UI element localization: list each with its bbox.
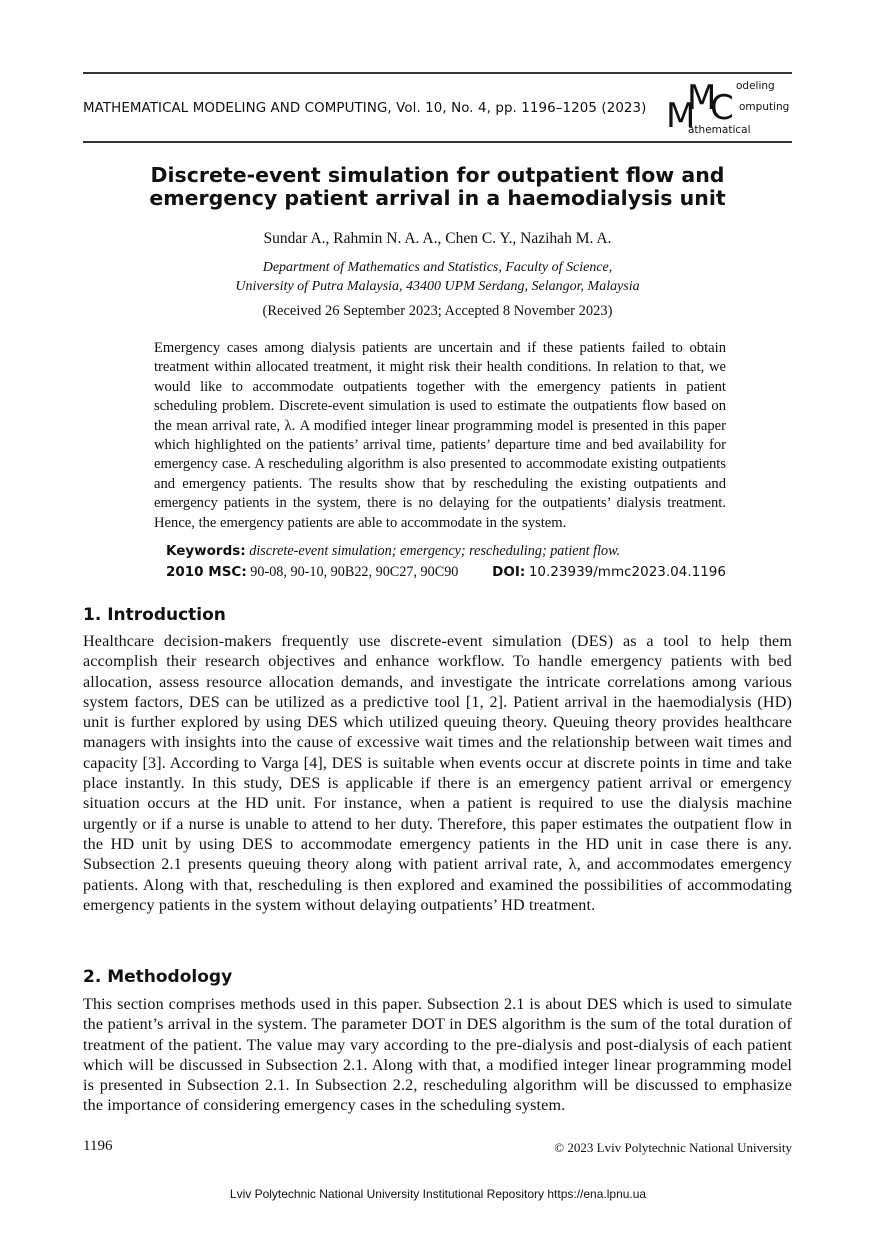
header-top-rule (83, 72, 792, 74)
keywords-label: Keywords: (166, 543, 246, 559)
logo-text: omputing (739, 101, 790, 113)
msc-label: 2010 MSC: (166, 564, 247, 580)
logo-letter: M (687, 78, 717, 118)
authors: Sundar A., Rahmin N. A. A., Chen C. Y., Nazihah M. A. (263, 230, 612, 247)
repository-footer: Lviv Polytechnic National University Institutional Repository https://ena.lpnu.ua (229, 1187, 647, 1201)
section-heading-methodology: 2. Methodology (83, 967, 233, 987)
journal-logo (666, 80, 796, 140)
doi-label: DOI: (492, 564, 526, 580)
page-number: 1196 (83, 1138, 113, 1154)
msc-value: 90-08, 90-10, 90B22, 90C27, 90C90 (250, 564, 459, 580)
methodology-paragraph: This section comprises methods used in this paper. Subsection 2.1 is about DES which is used to simulate the patient’s arrival in the system. The parameter DOT in DES algorithm is the sum of the total duration of treatment of the patient. The value may vary according to the pre-dialysis and post-dialysis of each patient which will be discussed in Subsection 2.1. Along with that, a modified integer linear programming model is presented in Subsection 2.1. In Subsection 2.2, rescheduling algorithm will be discussed to emphasize the importance of considering emergency cases in the scheduling system. (83, 996, 792, 1115)
received-dates: (Received 26 September 2023; Accepted 8 November 2023) (262, 303, 613, 319)
doi-value[interactable]: 10.23939/mmc2023.04.1196 (528, 564, 726, 580)
header-bottom-rule (83, 141, 792, 143)
section-heading-introduction: 1. Introduction (83, 605, 226, 625)
introduction-paragraph: Healthcare decision-makers frequently use discrete-event simulation (DES) as a tool to help them accomplish their research objectives and enhance workflow. To handle emergency patients with bed allocation, assess resource allocation demands, and investigate the intricate correlations among various system factors, DES can be utilized as a predictive tool [1, 2]. Patient arrival in the haemodialysis (HD) unit is further explored by using DES which utilized queuing theory. Queuing theory provides healthcare managers with insights into the cause of excessive wait times and the relationship between wait times and capacity [3]. According to Varga [4], DES is suitable when events occur at discrete points in time and take place instantly. In this study, DES is applicable if there is an emergency patient arrival or emergency situation occurs at the HD unit. For instance, when a patient is required to use the dialysis machine urgently or if a nurse is unable to attend to her duty. Therefore, this paper estimates the outpatient flow in the HD unit by using DES to accommodate emergency patients in the HD unit in case there is any. Subsection 2.1 presents queuing theory along with patient arrival rate, λ, and accommodates emergency patients. Along with that, rescheduling is then explored and examined the possibilities of accommodating emergency patients in the system without delaying outpatients’ HD treatment. (83, 633, 792, 914)
keywords-block (166, 541, 726, 583)
logo-text: odeling (736, 80, 775, 92)
affiliation-line: University of Putra Malaysia, 43400 UPM Serdang, Selangor, Malaysia (235, 279, 640, 294)
logo-text: athematical (688, 124, 751, 136)
journal-citation: MATHEMATICAL MODELING AND COMPUTING, Vol. 10, No. 4, pp. 1196–1205 (2023) (83, 101, 647, 116)
affiliation (83, 258, 792, 296)
abstract: Emergency cases among dialysis patients are uncertain and if these patients failed to obtain treatment within allocated treatment, it might risk their health conditions. In relation to that, we would like to accommodate outpatients together with the emergency patients in patient scheduling problem. Discrete-event simulation is used to estimate the outpatients flow based on the mean arrival rate, λ. A modified integer linear programming model is presented in this paper which highlighted on the patients’ arrival time, patients’ departure time and bed availability for emergency case. A rescheduling algorithm is also presented to accommodate existing outpatients and emergency patients. The results show that by rescheduling the existing outpatients and emergency patients in the system, there is no delaying for the outpatients’ dialysis treatment. Hence, the emergency patients are able to accommodate in the system. (154, 340, 726, 531)
logo-letter: C (710, 88, 734, 128)
logo-letter: M (666, 96, 696, 136)
copyright: © 2023 Lviv Polytechnic National University (554, 1140, 792, 1155)
affiliation-line: Department of Mathematics and Statistics, Faculty of Science, (262, 260, 613, 275)
paper-title: Discrete-event simulation for outpatient flow and emergency patient arrival in a haemodialysis unit (149, 163, 726, 210)
keywords-value: discrete-event simulation; emergency; rescheduling; patient flow. (249, 543, 621, 559)
